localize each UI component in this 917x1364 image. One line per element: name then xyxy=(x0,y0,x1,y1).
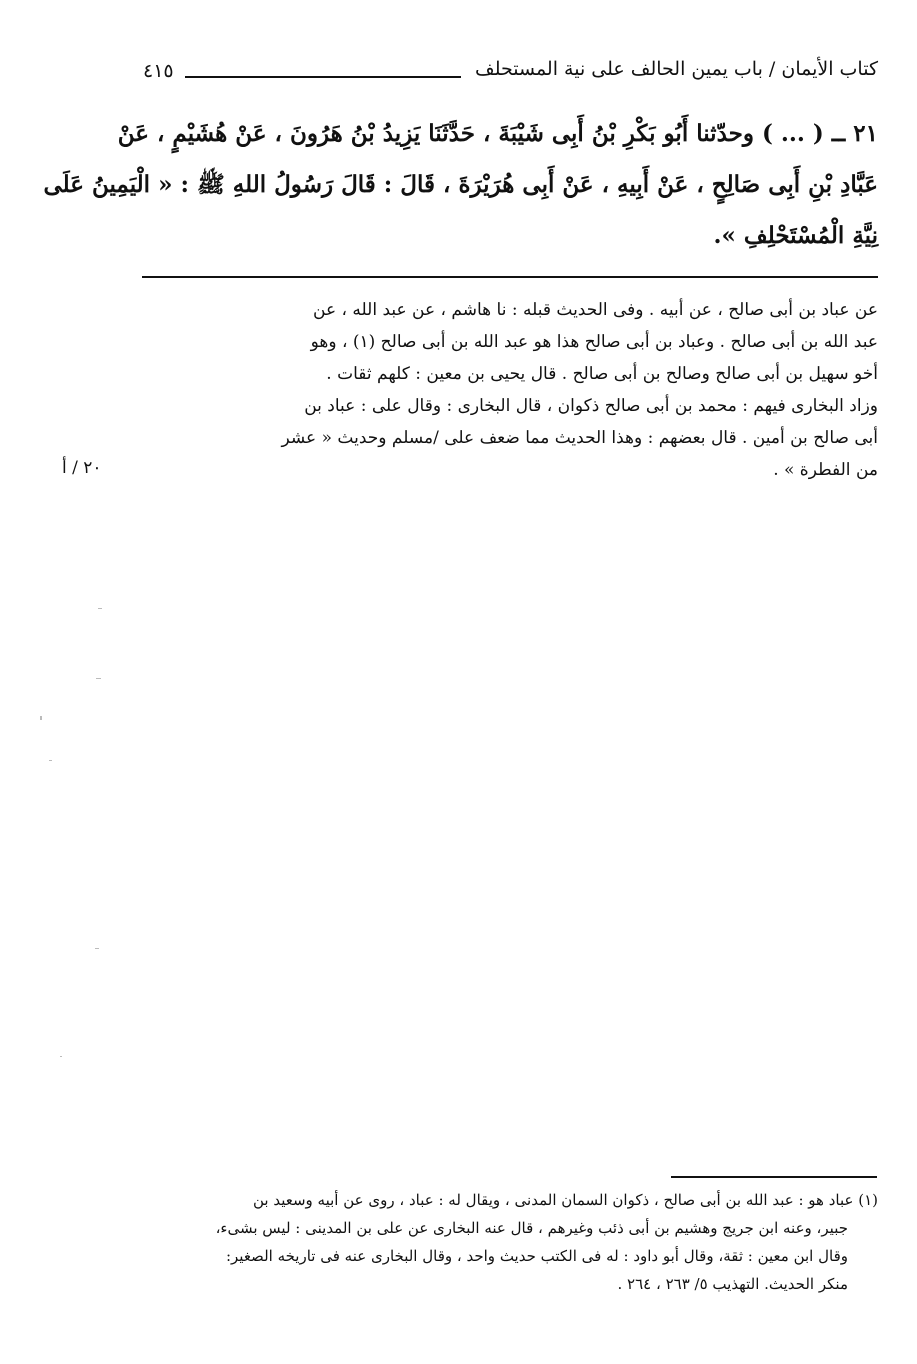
commentary-line: أخو سهيل بن أبى صالح وصالح بن أبى صالح . قال يحيى بن معين : كلهم ثقات . xyxy=(326,364,878,384)
hadith-line: عَبَّادِ بْنِ أَبِى صَالِحٍ ، عَنْ أَبِيهِ ، عَنْ أَبِى هُرَيْرَةَ ، قَالَ : قَالَ رَسُولُ اللهِ ﷺ : « الْيَمِينُ عَلَى xyxy=(43,171,878,198)
commentary-line: من الفطرة » . xyxy=(773,460,878,480)
scan-speck xyxy=(96,678,101,679)
commentary-line: عن عباد بن أبى صالح ، عن أبيه . وفى الحديث قبله : نا هاشم ، عن عبد الله ، عن xyxy=(313,300,878,320)
page-number: ٤١٥ xyxy=(143,60,174,82)
section-divider xyxy=(142,276,878,278)
header-rule xyxy=(185,76,461,78)
footnote-line: (١) عباد هو : عبد الله بن أبى صالح ، ذكوان السمان المدنى ، ويقال له : عباد ، روى عن أبيه وسعيد بن xyxy=(252,1191,878,1209)
commentary-line: عبد الله بن أبى صالح . وعباد بن أبى صالح هذا هو عبد الله بن أبى صالح (١) ، وهو xyxy=(310,332,878,352)
hadith-text xyxy=(43,108,878,261)
scan-speck xyxy=(98,608,102,609)
scan-speck xyxy=(49,760,52,761)
commentary-line: أبى صالح بن أمين . قال بعضهم : وهذا الحديث مما ضعف على /مسلم وحديث « عشر xyxy=(281,428,878,448)
footnote-rule xyxy=(671,1176,877,1178)
manuscript-folio-reference: ٢٠ / أ xyxy=(62,458,102,478)
commentary-text xyxy=(142,294,878,486)
header-title: كتاب الأيمان / باب يمين الحالف على نية المستحلف xyxy=(475,58,878,80)
footnote-line: منكر الحديث. التهذيب ٥/ ٢٦٣ ، ٢٦٤ . xyxy=(617,1275,848,1293)
commentary-line: وزاد البخارى فيهم : محمد بن أبى صالح ذكوان ، قال البخارى : وقال على : عباد بن xyxy=(304,396,878,416)
footnotes xyxy=(142,1186,878,1298)
scan-speck xyxy=(95,948,99,949)
scan-speck xyxy=(60,1056,62,1057)
scan-speck xyxy=(40,716,42,720)
footnote-line: وقال ابن معين : ثقة، وقال أبو داود : له فى الكتب حديث واحد ، وقال البخارى عنه فى تاريخه الصغير: xyxy=(225,1247,848,1265)
hadith-line: نِيَّةِ الْمُسْتَحْلِفِ ». xyxy=(713,222,878,249)
hadith-line: ٢١ ــ ( ... ) وحدّثنا أَبُو بَكْرِ بْنُ أَبِى شَيْبَةَ ، حَدَّثَنَا يَزِيدُ بْنُ هَرُونَ ، عَنْ هُشَيْمٍ ، عَنْ xyxy=(117,120,878,147)
footnote-line: جبير، وعنه ابن جريج وهشيم بن أبى ذئب وغيرهم ، قال عنه البخارى عن على بن المدينى : ليس بشىء، xyxy=(215,1219,848,1237)
running-header xyxy=(143,54,878,94)
